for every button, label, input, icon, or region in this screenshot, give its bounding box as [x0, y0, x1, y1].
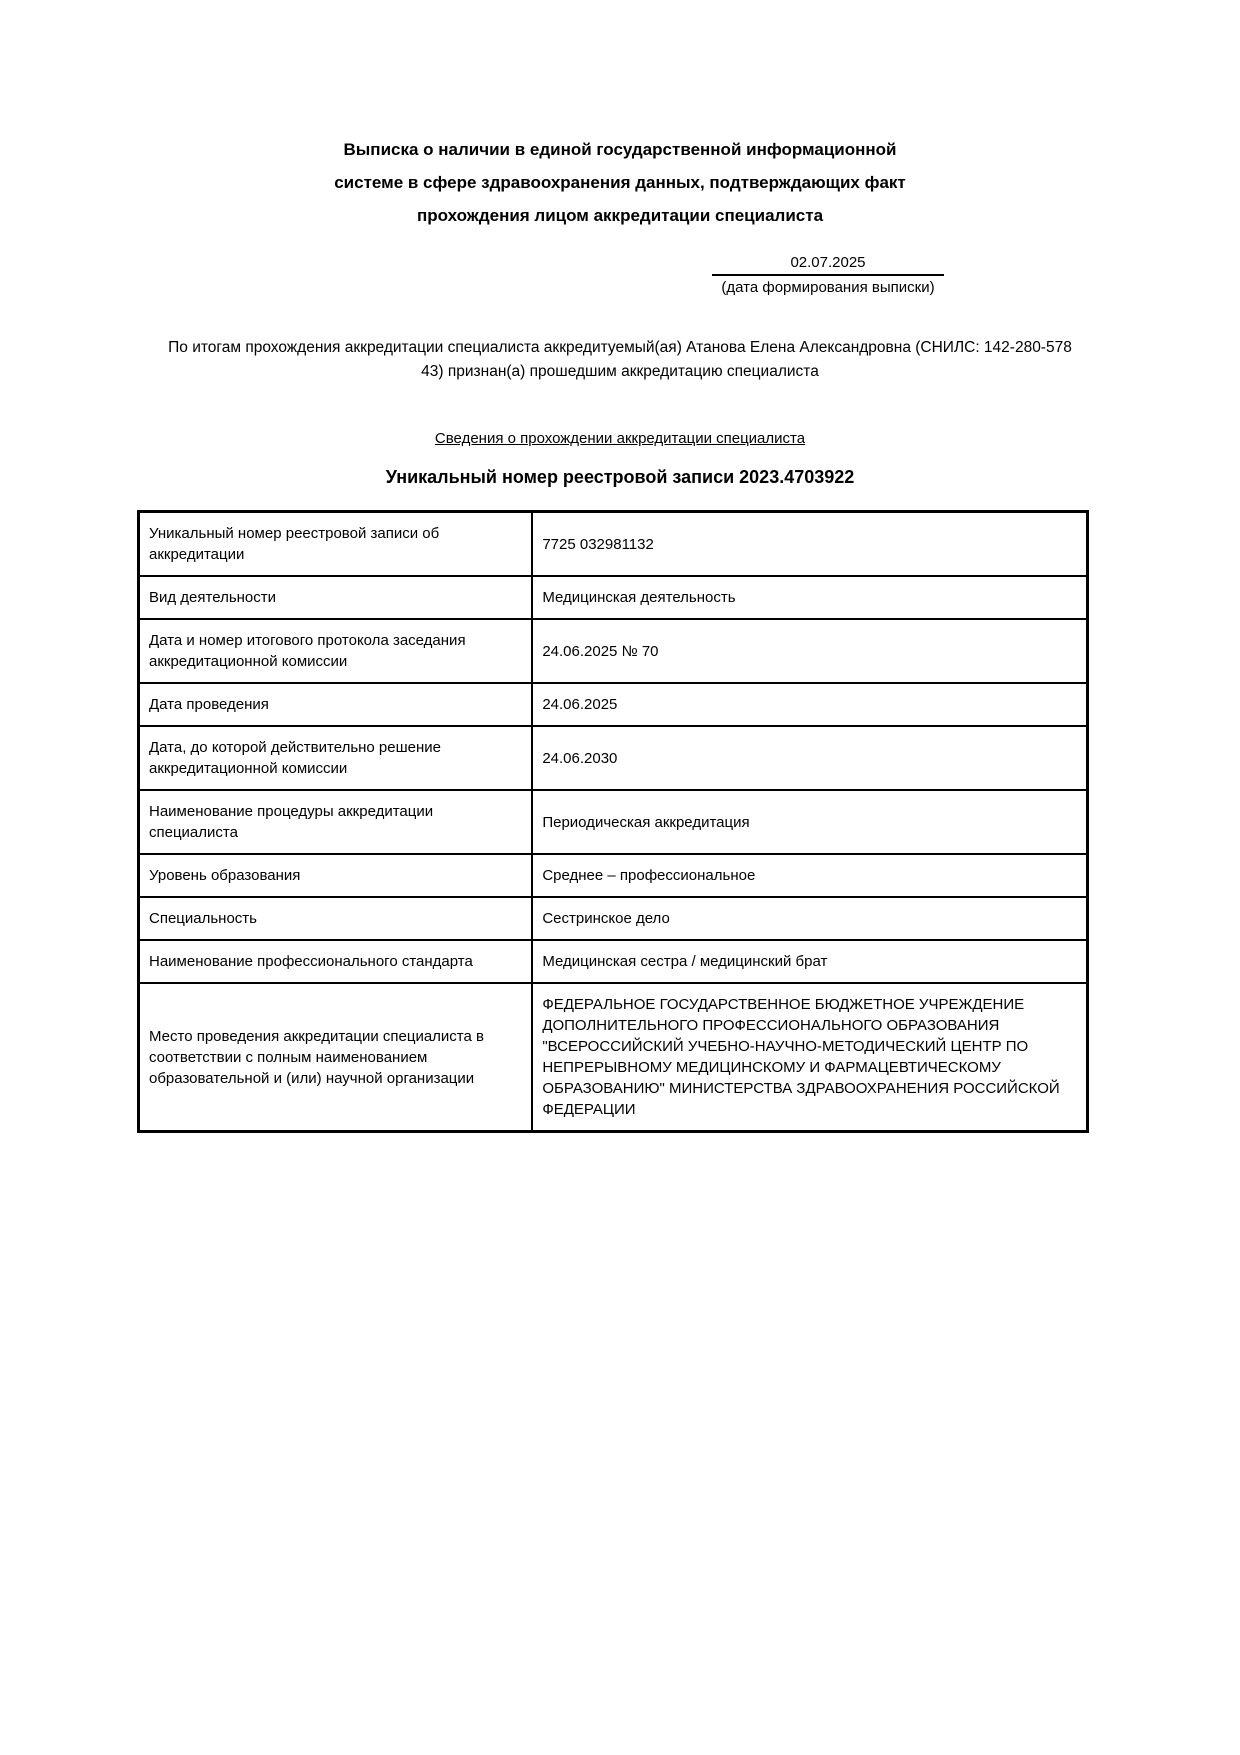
row-value: 24.06.2025 [532, 683, 1087, 726]
title-line: прохождения лицом аккредитации специалиста [416, 206, 824, 225]
row-label: Наименование профессионального стандарта [139, 940, 533, 983]
intro-line: 43) признан(а) прошедшим аккредитацию специалиста [421, 363, 819, 380]
row-value: Среднее – профессиональное [532, 854, 1087, 897]
extract-date-caption: (дата формирования выписки) [721, 279, 935, 296]
title-line: системе в сфере здравоохранения данных, подтверждающих факт [334, 173, 906, 192]
title-line: Выписка о наличии в единой государственной информационной [343, 140, 897, 159]
row-label: Уникальный номер реестровой записи об аккредитации [139, 512, 533, 577]
table-row [139, 983, 1088, 1132]
table-row [139, 619, 1088, 683]
row-value: Медицинская деятельность [532, 576, 1087, 619]
extract-date: 02.07.2025 [712, 254, 944, 276]
intro-line: По итогам прохождения аккредитации специалиста аккредитуемый(ая) Атанова Елена Александровна (СНИЛС: 142-280-578 [168, 339, 1072, 356]
table-row [139, 854, 1088, 897]
row-label: Дата и номер итогового протокола заседания аккредитационной комиссии [139, 619, 533, 683]
row-label: Специальность [139, 897, 533, 940]
table-row [139, 683, 1088, 726]
section-heading: Сведения о прохождении аккредитации специалиста [434, 430, 806, 447]
row-label: Наименование процедуры аккредитации специалиста [139, 790, 533, 854]
row-label: Вид деятельности [139, 576, 533, 619]
row-value: Сестринское дело [532, 897, 1087, 940]
extract-date-block [712, 254, 944, 296]
row-value: ФЕДЕРАЛЬНОЕ ГОСУДАРСТВЕННОЕ БЮДЖЕТНОЕ УЧРЕЖДЕНИЕ ДОПОЛНИТЕЛЬНОГО ПРОФЕССИОНАЛЬНОГО ОБРАЗОВАНИЯ "ВСЕРОССИЙСКИЙ УЧЕБНО-НАУЧНО-МЕТОДИЧЕСКИЙ ЦЕНТР ПО НЕПРЕРЫВНОМУ МЕДИЦИНСКОМУ И ФАРМАЦЕВТИЧЕСКОМУ ОБРАЗОВАНИЮ" МИНИСТЕРСТВА ЗДРАВООХРАНЕНИЯ РОССИЙСКОЙ ФЕДЕРАЦИИ [532, 983, 1087, 1132]
table-row [139, 512, 1088, 577]
table-row [139, 790, 1088, 854]
row-label: Дата, до которой действительно решение аккредитационной комиссии [139, 726, 533, 790]
intro-paragraph [0, 336, 1240, 384]
table-row [139, 576, 1088, 619]
row-value: Периодическая аккредитация [532, 790, 1087, 854]
registry-number-heading: Уникальный номер реестровой записи 2023.4703922 [385, 467, 855, 487]
accreditation-table [137, 510, 1089, 1133]
row-label: Уровень образования [139, 854, 533, 897]
row-value: 24.06.2025 № 70 [532, 619, 1087, 683]
row-value: Медицинская сестра / медицинский брат [532, 940, 1087, 983]
table-row [139, 940, 1088, 983]
row-label: Дата проведения [139, 683, 533, 726]
row-value: 24.06.2030 [532, 726, 1087, 790]
row-label: Место проведения аккредитации специалиста в соответствии с полным наименованием образовательной и (или) научной организации [139, 983, 533, 1132]
table-row [139, 726, 1088, 790]
document-title [0, 0, 1240, 232]
table-row [139, 897, 1088, 940]
row-value: 7725 032981132 [532, 512, 1087, 577]
